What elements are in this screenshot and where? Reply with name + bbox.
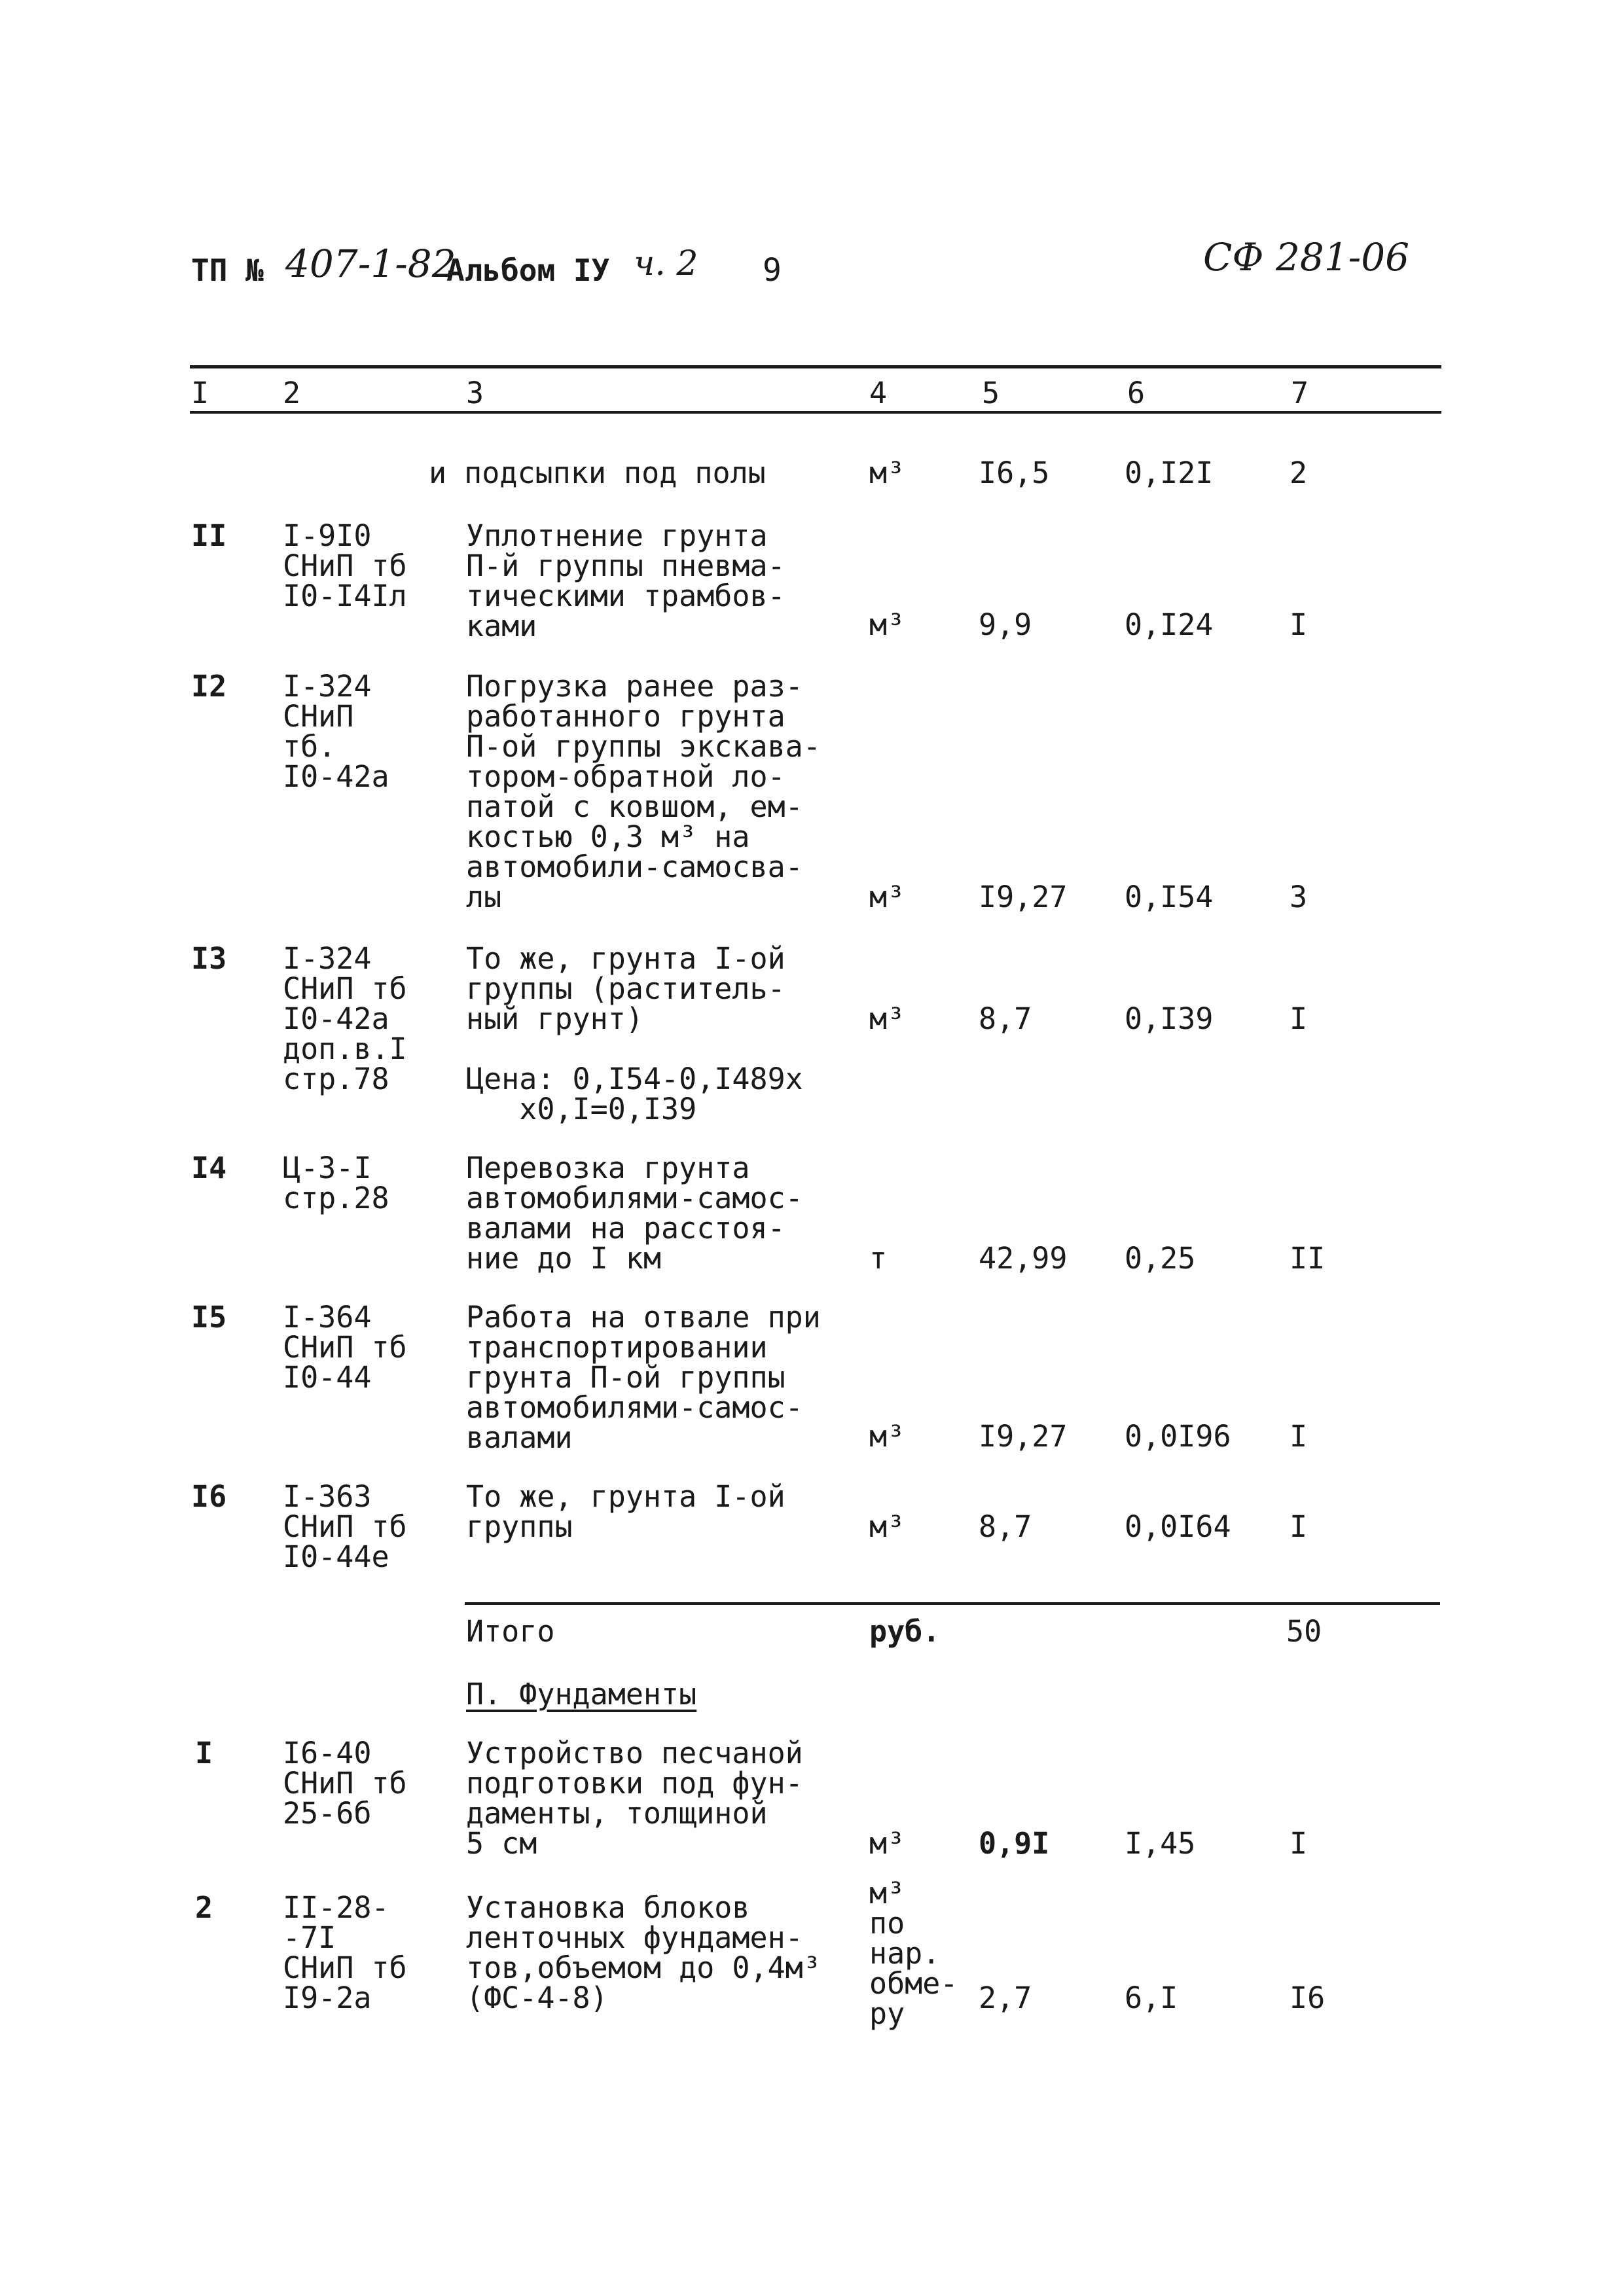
page-number: 9 xyxy=(763,252,782,289)
row-unit: т xyxy=(869,1241,888,1276)
row-total: II xyxy=(1290,1241,1326,1276)
row-desc: Перевозка грунта автомобилями-самос- валами на расстоя- ние до I км xyxy=(466,1151,803,1276)
row-total: I xyxy=(1290,1826,1308,1861)
part-label: ч. 2 xyxy=(634,244,698,283)
row-qty: I6,5 xyxy=(979,456,1050,490)
row-price: 0,I24 xyxy=(1125,607,1214,642)
row-total: I xyxy=(1290,1509,1308,1544)
col-header-3: 3 xyxy=(466,376,484,410)
project-number: 407-1-82 xyxy=(285,242,456,286)
row-desc: Установка блоков ленточных фундамен- тов,объемом до 0,4м³ (ФС-4-8) xyxy=(466,1890,821,2015)
row-number: I5 xyxy=(191,1300,227,1335)
section-title: П. Фундаменты xyxy=(466,1677,697,1712)
row-price: 6,I xyxy=(1125,1981,1178,2015)
row-price: 0,25 xyxy=(1125,1241,1196,1276)
row-price: 0,0I64 xyxy=(1125,1509,1231,1544)
row-desc: То же, грунта I-ой группы xyxy=(466,1479,785,1544)
row-ref: I6-40 СНиП тб 25-6б xyxy=(283,1736,407,1831)
row-qty: 0,9I xyxy=(979,1826,1050,1861)
row-number: I6 xyxy=(191,1479,227,1514)
col-header-6: 6 xyxy=(1127,376,1146,410)
row-ref: Ц-3-I стр.28 xyxy=(283,1151,389,1215)
subtotal-value: 50 xyxy=(1286,1614,1322,1649)
row-qty: 8,7 xyxy=(979,1509,1032,1544)
row-qty: 2,7 xyxy=(979,1981,1032,2015)
col-header-5: 5 xyxy=(982,376,1000,410)
row-desc: Уплотнение грунта П-й группы пневма- тическими трамбов- ками xyxy=(466,518,785,643)
col-header-2: 2 xyxy=(283,376,301,410)
row-number: I2 xyxy=(191,669,227,704)
row-qty: 8,7 xyxy=(979,1001,1032,1036)
row-ref: I-9I0 СНиП тб I0-I4Iл xyxy=(283,518,407,613)
header-rule xyxy=(190,411,1441,414)
row-number: II xyxy=(191,518,227,553)
row-unit: м³ xyxy=(869,1509,905,1544)
row-price: 0,I39 xyxy=(1125,1001,1214,1036)
row-ref: I-364 СНиП тб I0-44 xyxy=(283,1300,407,1395)
row-number: 2 xyxy=(195,1890,213,1925)
col-header-4: 4 xyxy=(869,376,888,410)
row-desc: То же, грунта I-ой группы (раститель- ный грунт) xyxy=(466,941,785,1036)
row-price: I,45 xyxy=(1125,1826,1196,1861)
row-price: 0,I54 xyxy=(1125,880,1214,914)
top-rule xyxy=(190,365,1441,368)
row-ref: I-324 СНиП тб I0-42а доп.в.I стр.78 xyxy=(283,941,407,1096)
col-header-1: I xyxy=(191,376,209,410)
row-unit: м³ xyxy=(869,1419,905,1454)
row-total: I xyxy=(1290,1001,1308,1036)
row-unit: м³ xyxy=(869,1826,905,1861)
row-price: 0,I2I xyxy=(1125,456,1214,490)
row-total: I6 xyxy=(1290,1981,1326,2015)
row-desc: и подсыпки под полы xyxy=(429,456,766,490)
row-qty: 42,99 xyxy=(979,1241,1068,1276)
doc-code: СФ 281-06 xyxy=(1203,235,1410,279)
row-unit: м³ xyxy=(869,1001,905,1036)
row-number: I xyxy=(195,1736,213,1770)
row-unit: м³ по нар. обме- ру xyxy=(869,1876,958,2031)
row-note: Цена: 0,I54-0,I489х х0,I=0,I39 xyxy=(466,1062,803,1126)
row-unit: м³ xyxy=(869,880,905,914)
col-header-7: 7 xyxy=(1291,376,1309,410)
subtotal-label: Итого xyxy=(466,1614,555,1649)
row-total: I xyxy=(1290,1419,1308,1454)
row-number: I3 xyxy=(191,941,227,976)
row-qty: I9,27 xyxy=(979,1419,1068,1454)
row-unit: м³ xyxy=(869,607,905,642)
row-qty: I9,27 xyxy=(979,880,1068,914)
row-desc: Устройство песчаной подготовки под фун- даменты, толщиной 5 см xyxy=(466,1736,803,1861)
subtotal-rule xyxy=(465,1602,1440,1605)
row-total: 2 xyxy=(1290,456,1308,490)
row-total: 3 xyxy=(1290,880,1308,914)
row-number: I4 xyxy=(191,1151,227,1185)
row-desc: Работа на отвале при транспортировании грунта П-ой группы автомобилями-самос- валами xyxy=(466,1300,821,1455)
row-qty: 9,9 xyxy=(979,607,1032,642)
row-ref: I-363 СНиП тб I0-44е xyxy=(283,1479,407,1574)
row-ref: I-324 СНиП тб. I0-42а xyxy=(283,669,389,794)
row-total: I xyxy=(1290,607,1308,642)
subtotal-unit: руб. xyxy=(869,1614,941,1649)
doc-prefix: ТП № xyxy=(191,253,264,288)
row-desc: Погрузка ранее раз- работанного грунта П-ой группы экскава- тором-обратной ло- патой с ковшом, ем- костью 0,3 м³ на автомобили-самосва- лы xyxy=(466,669,821,914)
row-unit: м³ xyxy=(869,456,905,490)
album-label: Альбом IУ xyxy=(446,253,610,288)
row-price: 0,0I96 xyxy=(1125,1419,1231,1454)
row-ref: II-28- -7I СНиП тб I9-2а xyxy=(283,1890,407,2015)
